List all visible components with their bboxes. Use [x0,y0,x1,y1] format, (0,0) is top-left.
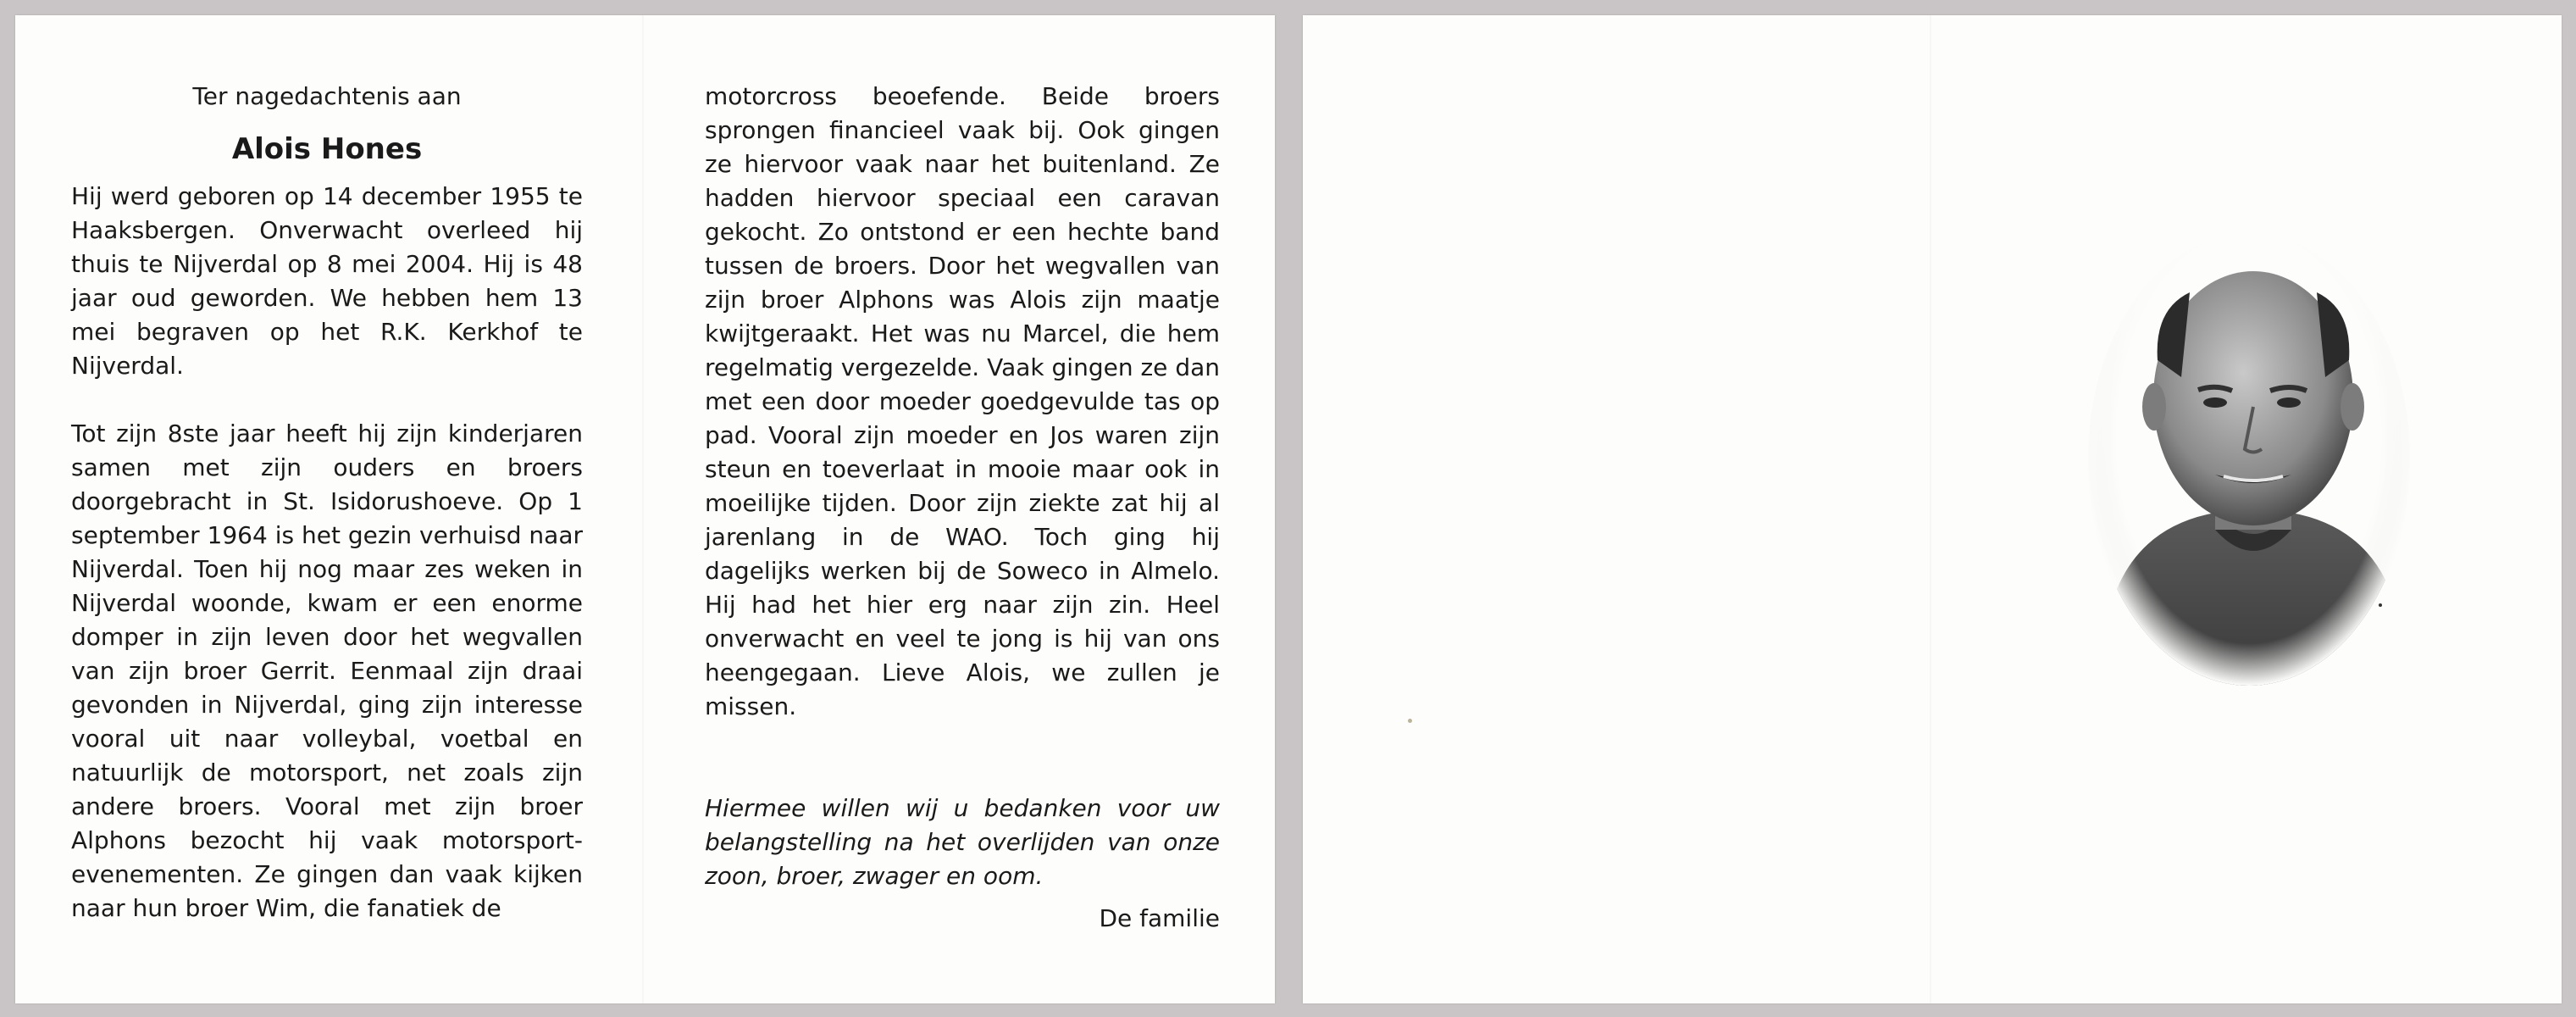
deceased-name: Alois Hones [231,132,423,166]
biography-paragraph-3: motorcross beoefende. Beide broers sprongen financieel vaak bij. Ook gingen ze hiervoor vaak naar het buitenland. Ze hadden hiervoor speciaal een caravan gekocht. Zo ontstond er een hechte band tussen de broers. Door het wegvallen van zijn broer Alphons was Alois zijn maatje kwijtgeraakt. Het was nu Marcel, die hem regelmatig vergezelde. Vaak gingen ze dan met een door moeder goedgevulde tas op pad. Vooral zijn moeder en Jos waren zijn steun en toeverlaat in mooie maar ook in moeilijke tijden. Door zijn ziekte zat hij al jarenlang in de WAO. Toch ging hij dagelijks werken bij de Soweco in Almelo. Hij had het hier erg naar zijn zin. Heel onverwacht en veel te jong is hij van ons heengegaan. Lieve Alois, we zullen je missen. [705,82,1220,720]
intro-line: Ter nagedachtenis aan [192,82,462,110]
memorial-card-photo-side [1303,15,2562,1003]
memorial-card-text-side [15,15,1275,1003]
paper-speck [2379,603,2382,607]
card-fold [1930,15,1931,1003]
thanks-paragraph: Hiermee willen wij u bedanken voor uw belangstelling na het overlijden van onze zoon, broer, zwager en oom. [705,794,1220,890]
biography-paragraph-1: Hij werd geboren op 14 december 1955 te Haaksbergen. Onverwacht overleed hij thuis te Nijverdal op 8 mei 2004. Hij is 48 jaar oud geworden. We hebben hem 13 mei begraven op het R.K. Kerkhof te Nijverdal. [71,182,583,380]
portrait-image [2088,233,2410,686]
paper-speck [1408,719,1412,723]
signature: De familie [1099,904,1220,932]
biography-paragraph-2: Tot zijn 8ste jaar heeft hij zijn kinderjaren samen met zijn ouders en broers doorgebracht in St. Isidorushoeve. Op 1 september 1964 is het gezin verhuisd naar Nijverdal. Toen hij nog maar zes weken in Nijverdal woonde, kwam er een enorme domper in zijn leven door het wegvallen van zijn broer Gerrit. Eenmaal zijn draai gevonden in Nijverdal, ging zijn interesse vooral uit naar volleybal, voetbal en natuurlijk de motorsport, net zoals zijn andere broers. Vooral met zijn broer Alphons bezocht hij vaak motorsportevenementen. Ze gingen dan vaak kijken naar hun broer Wim, die fanatiek de [71,420,583,922]
portrait-photo [2088,233,2410,686]
card-fold [642,15,644,1003]
text-column-left [71,80,583,925]
text-column-right [705,80,1220,936]
